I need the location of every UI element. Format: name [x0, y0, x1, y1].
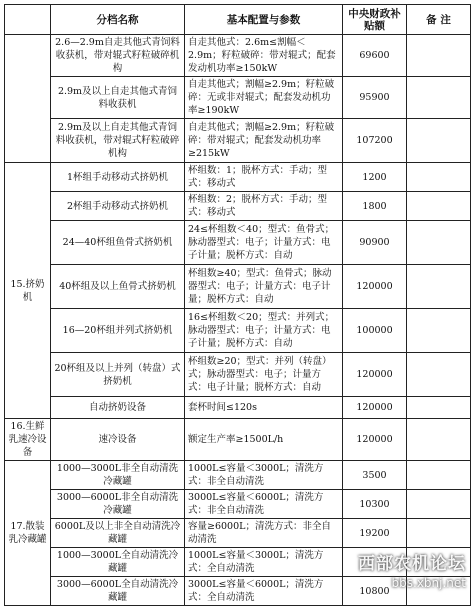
row-name: 40杯组及以上鱼骨式挤奶机	[51, 265, 185, 309]
row-amount: 90900	[343, 221, 407, 265]
watermark-url: bbs.xbnj.net	[391, 576, 466, 590]
row-amount: 120000	[343, 265, 407, 309]
row-amount: 1800	[343, 192, 407, 221]
header-spec: 基本配置与参数	[185, 5, 343, 35]
header-category	[5, 5, 51, 35]
row-amount	[343, 548, 407, 577]
table-row	[5, 77, 471, 119]
subsidy-table	[4, 4, 471, 606]
row-note	[407, 77, 471, 119]
row-spec: 自走其他式；割幅≥2.9m；籽粒破碎：无或非对辊式；配套发动机功率≥190kW	[185, 77, 343, 119]
row-name: 3000—6000L非全自动清洗冷藏罐	[51, 490, 185, 519]
row-spec: 套杯时间≤120s	[185, 397, 343, 419]
header-amount: 中央财政补贴额	[343, 5, 407, 35]
row-name: 20杯组及以上并列（转盘）式挤奶机	[51, 353, 185, 397]
row-name: 1000—3000L非全自动清洗冷藏罐	[51, 461, 185, 490]
row-spec: 杯组数：1；脱杯方式：手动；型式：移动式	[185, 163, 343, 192]
row-note	[407, 309, 471, 353]
table-row	[5, 163, 471, 192]
row-spec: 容量≥6000L；清洗方式：非全自动清洗	[185, 519, 343, 548]
row-name: 24—40杯组鱼骨式挤奶机	[51, 221, 185, 265]
row-name: 1杯组手动移动式挤奶机	[51, 163, 185, 192]
header-name: 分档名称	[51, 5, 185, 35]
row-note	[407, 192, 471, 221]
row-amount: 107200	[343, 119, 407, 163]
table-row	[5, 548, 471, 577]
table-row	[5, 419, 471, 461]
row-amount: 120000	[343, 353, 407, 397]
category-cell-blank	[5, 35, 51, 163]
row-note	[407, 163, 471, 192]
row-amount: 10300	[343, 490, 407, 519]
row-amount: 69600	[343, 35, 407, 77]
row-name: 6000L及以上非全自动清洗冷藏罐	[51, 519, 185, 548]
table-row	[5, 353, 471, 397]
row-spec: 自走其他式：2.6m≤割幅＜2.9m；籽粒破碎：带对辊式；配套发动机功率≥150kW	[185, 35, 343, 77]
row-spec: 杯组数：2；脱杯方式：手动；型式：移动式	[185, 192, 343, 221]
row-name: 3000—6000L全自动清洗冷藏罐	[51, 577, 185, 606]
row-spec: 杯组数≥20；型式：并列（转盘）式；脉动器型式：电子；计量方式：电子计量；脱杯方式：自动	[185, 353, 343, 397]
watermark-title: 西部农机论坛	[358, 554, 466, 574]
row-name: 2.9m及以上自走其他式青饲料收获机	[51, 77, 185, 119]
row-note	[407, 490, 471, 519]
row-amount: 1200	[343, 163, 407, 192]
row-spec: 1000L≤容量＜3000L；清洗方式：全自动清洗	[185, 548, 343, 577]
row-amount: 120000	[343, 419, 407, 461]
row-amount: 100000	[343, 309, 407, 353]
row-name: 2.6—2.9m自走其他式青饲料收获机，带对辊式籽粒破碎机构	[51, 35, 185, 77]
row-spec: 1000L≤容量＜3000L；清洗方式：非全自动清洗	[185, 461, 343, 490]
row-note	[407, 119, 471, 163]
row-spec: 3000L≤容量＜6000L；清洗方式：全自动清洗	[185, 577, 343, 606]
table-header-row	[5, 5, 471, 35]
row-name: 2.9m及以上自走其他式青饲料收获机，带对辊式籽粒破碎机构	[51, 119, 185, 163]
row-amount: 3500	[343, 461, 407, 490]
row-note	[407, 419, 471, 461]
row-spec: 额定生产率≥1500L/h	[185, 419, 343, 461]
row-name: 速冷设备	[51, 419, 185, 461]
row-note	[407, 221, 471, 265]
category-rapid-cooling: 16.生鲜乳速冷设备	[5, 419, 51, 461]
table-row	[5, 119, 471, 163]
row-note	[407, 548, 471, 577]
table-row	[5, 35, 471, 77]
row-spec: 24≤杯组数＜40；型式：鱼骨式；脉动器型式：电子；计量方式：电子计量；脱杯方式：自动	[185, 221, 343, 265]
table-row	[5, 265, 471, 309]
table-row	[5, 309, 471, 353]
row-name: 1000—3000L全自动清洗冷藏罐	[51, 548, 185, 577]
row-note	[407, 519, 471, 548]
row-note	[407, 397, 471, 419]
row-amount: 10800	[343, 577, 407, 606]
row-note	[407, 265, 471, 309]
row-spec: 杯组数≥40；型式：鱼骨式；脉动器型式：电子；计量方式：电子计量；脱杯方式：自动	[185, 265, 343, 309]
row-note	[407, 35, 471, 77]
table-row	[5, 221, 471, 265]
row-spec: 3000L≤容量＜6000L；清洗方式：非全自动清洗	[185, 490, 343, 519]
row-note	[407, 577, 471, 606]
row-amount: 19200	[343, 519, 407, 548]
row-name: 自动挤奶设备	[51, 397, 185, 419]
category-milking-machine: 15.挤奶机	[5, 163, 51, 419]
table-row	[5, 461, 471, 490]
row-amount: 95900	[343, 77, 407, 119]
row-note	[407, 461, 471, 490]
table-row	[5, 397, 471, 419]
table-row	[5, 577, 471, 606]
row-spec: 16≤杯组数＜20；型式：并列式；脉动器型式：电子；计量方式：电子计量；脱杯方式：自动	[185, 309, 343, 353]
row-spec: 自走其他式；割幅≥2.9m；籽粒破碎：带对辊式；配套发动机功率≥215kW	[185, 119, 343, 163]
table-row	[5, 490, 471, 519]
row-name: 2杯组手动移动式挤奶机	[51, 192, 185, 221]
row-amount: 120000	[343, 397, 407, 419]
header-note: 备 注	[407, 5, 471, 35]
table-row	[5, 519, 471, 548]
row-note	[407, 353, 471, 397]
row-name: 16—20杯组并列式挤奶机	[51, 309, 185, 353]
category-bulk-milk-tank: 17.散装乳冷藏罐	[5, 461, 51, 606]
table-row	[5, 192, 471, 221]
